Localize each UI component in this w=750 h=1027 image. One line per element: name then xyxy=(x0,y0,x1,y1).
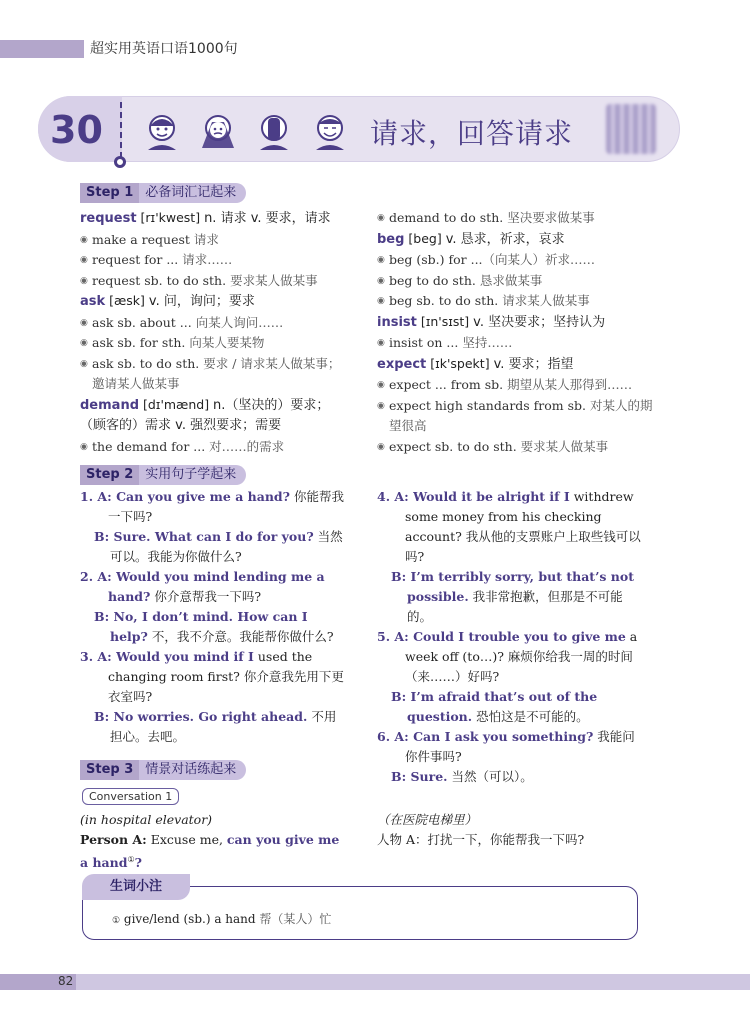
example-en: ask sb. about ... xyxy=(92,314,192,330)
vocab-note-entry xyxy=(112,910,331,927)
vocab-note-en: give/lend (sb.) a hand xyxy=(120,912,256,926)
example-en: expect ... from sb. xyxy=(389,377,504,392)
sentence-en: I’m terribly sorry, but that’s not possible. xyxy=(407,569,635,604)
sentence-en: Would you mind if I xyxy=(116,649,254,664)
example-zh: 向某人要某物 xyxy=(185,335,265,350)
sentence-item xyxy=(80,567,348,607)
sentence-item xyxy=(377,727,641,767)
step2-label: 实用句子学起来 xyxy=(139,465,246,485)
headword: insist xyxy=(377,314,417,330)
definition: v. 要求；指望 xyxy=(493,356,574,372)
sentence-number: B: xyxy=(94,709,114,724)
dialogue-english xyxy=(80,810,344,873)
sentence-en: I’m afraid that’s out of the question. xyxy=(407,689,598,724)
sentence-en: Could I trouble you to give me xyxy=(413,629,626,644)
phonetic: [beg] xyxy=(404,230,446,246)
sentence-number: 3. A: xyxy=(80,649,117,664)
dialogue-end: ? xyxy=(134,855,142,871)
vocab-note-title: 生词小注 xyxy=(82,874,190,900)
example-zh: （向某人）祈求…… xyxy=(482,252,596,267)
unit-banner xyxy=(38,96,680,162)
vocab-example xyxy=(377,208,657,229)
definition: v. 恳求，祈求，哀求 xyxy=(445,231,565,247)
definition: v. 坚决要求；坚持认为 xyxy=(473,314,606,330)
step1-vocab-right xyxy=(377,208,657,457)
example-en: expect sb. to do sth. xyxy=(389,438,517,454)
example-zh: 要求某人做某事 xyxy=(226,272,318,288)
sentence-item xyxy=(80,527,348,567)
sentence-rest: 不，我不介意。我能帮你做什么? xyxy=(147,629,334,644)
sentence-item xyxy=(377,567,641,627)
sentence-item xyxy=(377,487,641,567)
sentence-item xyxy=(80,607,348,647)
example-en: insist on ... xyxy=(389,335,459,350)
example-en: request for ... xyxy=(92,252,179,267)
vocab-example xyxy=(377,333,657,354)
sentence-rest: used the changing room first? 你介意我先用下更衣室吗? xyxy=(108,649,344,704)
example-en: demand to do sth. xyxy=(389,210,504,225)
step2-tag: Step 2 xyxy=(80,465,139,485)
example-zh: 请求 xyxy=(189,231,219,247)
phonetic: [rɪ'kwest] xyxy=(136,210,205,225)
step2-sentences-right xyxy=(377,487,641,787)
speaker-a-en: Person A: xyxy=(80,832,147,847)
qr-code-image[interactable] xyxy=(606,104,656,154)
sentence-item xyxy=(377,767,641,787)
example-zh: 对……的需求 xyxy=(205,438,285,454)
dialogue-plain-en: Excuse me, xyxy=(146,832,227,847)
headword: ask xyxy=(80,294,106,309)
example-en: make a request xyxy=(92,231,190,247)
step3-label: 情景对话练起来 xyxy=(139,760,246,780)
sentence-en: No, I don’t mind. How can I help? xyxy=(110,609,308,644)
example-zh: 请求某人做某事 xyxy=(498,293,590,308)
headword: beg xyxy=(377,231,405,247)
dialogue-key-phrase: can you give me a hand xyxy=(80,832,340,871)
vocab-example xyxy=(80,230,360,251)
sentence-number: 4. A: xyxy=(377,489,414,504)
sentence-rest: 我非常抱歉，但那是不可能的。 xyxy=(407,589,623,624)
sentence-number: 1. A: xyxy=(80,489,117,504)
vocab-continuation: 望很高 xyxy=(389,418,427,433)
sentence-number: B: xyxy=(94,529,114,544)
note-marker: ① xyxy=(127,855,135,864)
vocab-note-mark: ① xyxy=(112,916,121,926)
vocab-headword-row xyxy=(80,291,360,313)
sentence-en: Sure. What can I do for you? xyxy=(113,529,314,544)
vocab-headword-row xyxy=(377,229,657,251)
sentence-en: Would it be alright if I xyxy=(413,489,570,504)
example-zh: 对某人的期 xyxy=(586,397,653,413)
sentence-number: 5. A: xyxy=(377,629,414,644)
sentence-en: Sure. xyxy=(410,769,448,784)
sentence-rest: 我能问你件事吗? xyxy=(405,729,635,764)
sentence-en: Would you mind lending me a hand? xyxy=(108,569,325,604)
vocab-example xyxy=(80,437,360,458)
example-zh: 要求 / 请求某人做某事； xyxy=(199,355,341,371)
example-en: the demand for ... xyxy=(92,438,206,454)
step1-tag: Step 1 xyxy=(80,183,139,203)
vocab-headword-row xyxy=(377,312,657,334)
banner-dot xyxy=(114,156,126,168)
example-en: ask sb. to do sth. xyxy=(92,355,200,371)
sentence-rest: a week off (to…)? 麻烦你给我一周的时间（来……）好吗? xyxy=(405,629,638,684)
sentence-en: Can you give me a hand? xyxy=(116,489,290,504)
vocab-example xyxy=(377,250,657,271)
vocab-headword-row xyxy=(377,354,657,376)
dialogue-setting-zh: （在医院电梯里） xyxy=(377,812,478,827)
dialogue-line-en xyxy=(80,830,344,873)
example-zh: 坚决要求做某事 xyxy=(503,210,595,225)
example-zh: 向某人询问…… xyxy=(191,314,284,330)
example-en: ask sb. for sth. xyxy=(92,335,186,350)
example-zh: 要求某人做某事 xyxy=(516,438,609,454)
sentence-item xyxy=(80,487,348,527)
face-illustrations xyxy=(140,110,352,150)
sentence-number: B: xyxy=(391,689,411,704)
stop-hand-face-icon xyxy=(252,110,296,150)
example-en: beg (sb.) for ... xyxy=(389,252,483,267)
sentence-rest: withdrew some money from his checking account? 我从他的支票账户上取些钱可以吗? xyxy=(405,489,641,564)
vocab-note-zh: 帮（某人）忙 xyxy=(255,912,332,926)
conversation-label: Conversation 1 xyxy=(82,788,179,805)
step1-heading xyxy=(80,183,246,203)
page-number: 82 xyxy=(58,974,74,988)
example-en: beg sb. to do sth. xyxy=(389,293,499,308)
vocab-example xyxy=(80,250,360,271)
step1-label: 必备词汇记起来 xyxy=(139,183,246,203)
sentence-rest: 当然（可以）。 xyxy=(447,769,533,784)
definition: n.（坚决的）要求； xyxy=(213,397,330,413)
vocab-example xyxy=(377,291,657,312)
pleading-face-icon xyxy=(196,110,240,150)
dialogue-line-zh: 人物 A：打扰一下，你能帮我一下吗? xyxy=(377,832,585,847)
vocab-example xyxy=(80,354,360,375)
vocab-definition-continuation: （顾客的）需求 v. 强烈要求；需要 xyxy=(80,418,282,433)
sentence-number: 2. A: xyxy=(80,569,117,584)
sentence-number: B: xyxy=(94,609,114,624)
banner-divider xyxy=(120,102,122,158)
happy-face-icon xyxy=(308,110,352,150)
example-en: expect high standards from sb. xyxy=(389,397,587,413)
dialogue-chinese xyxy=(377,810,641,850)
dialogue-setting-en: (in hospital elevator) xyxy=(80,812,213,827)
sentence-item xyxy=(80,647,348,707)
sentence-en: No worries. Go right ahead. xyxy=(113,709,308,724)
vocab-example xyxy=(377,271,657,292)
vocab-example xyxy=(377,375,657,396)
step3-heading xyxy=(80,760,246,780)
footer-bar xyxy=(0,974,750,990)
sentence-number: B: xyxy=(391,769,411,784)
book-title: 超实用英语口语1000句 xyxy=(84,38,244,58)
vocab-example xyxy=(80,271,360,292)
sentence-number: B: xyxy=(391,569,411,584)
step2-heading xyxy=(80,465,246,485)
definition: v. 问，询问；要求 xyxy=(148,294,255,309)
sentence-rest: 恐怕这是不可能的。 xyxy=(472,709,589,724)
headword: demand xyxy=(80,397,140,413)
vocab-example xyxy=(377,396,657,417)
step1-vocab-left xyxy=(80,208,360,457)
definition: n. 请求 v. 要求，请求 xyxy=(204,211,331,226)
sentence-item xyxy=(80,707,348,747)
sentence-item xyxy=(377,627,641,687)
sentence-item xyxy=(377,687,641,727)
vocab-continuation: 邀请某人做某事 xyxy=(92,376,180,391)
vocab-example xyxy=(80,313,360,334)
sentence-en: Can I ask you something? xyxy=(413,729,594,744)
step2-sentences-left xyxy=(80,487,348,747)
sentence-rest: 你介意帮我一下吗? xyxy=(150,589,262,604)
unit-title: 请求，回答请求 xyxy=(370,117,574,150)
sentence-rest: 不用担心。去吧。 xyxy=(110,709,337,744)
example-zh: 请求…… xyxy=(178,252,233,267)
sentence-rest: 当然可以。我能为你做什么? xyxy=(110,529,343,564)
vocab-example xyxy=(80,333,360,354)
vocab-example xyxy=(377,437,657,458)
phonetic: [ɪk'spekt] xyxy=(426,355,494,371)
vocab-headword-row xyxy=(80,208,360,230)
step3-tag: Step 3 xyxy=(80,760,139,780)
sentence-number: 6. A: xyxy=(377,729,414,744)
phonetic: [dɪ'mænd] xyxy=(139,396,214,412)
example-zh: 恳求做某事 xyxy=(475,272,543,288)
example-zh: 坚持…… xyxy=(458,335,513,350)
headword: expect xyxy=(377,356,427,372)
unit-number: 30 xyxy=(50,108,103,152)
sentence-rest: 你能帮我一下吗? xyxy=(108,489,344,524)
phonetic: [æsk] xyxy=(105,293,149,308)
example-zh: 期望从某人那得到…… xyxy=(503,377,633,392)
example-en: request sb. to do sth. xyxy=(92,272,227,288)
phonetic: [ɪn'sɪst] xyxy=(416,313,474,329)
headword: request xyxy=(80,211,137,226)
smiling-face-icon xyxy=(140,110,184,150)
vocab-headword-row xyxy=(80,395,360,417)
example-en: beg to do sth. xyxy=(389,272,476,288)
